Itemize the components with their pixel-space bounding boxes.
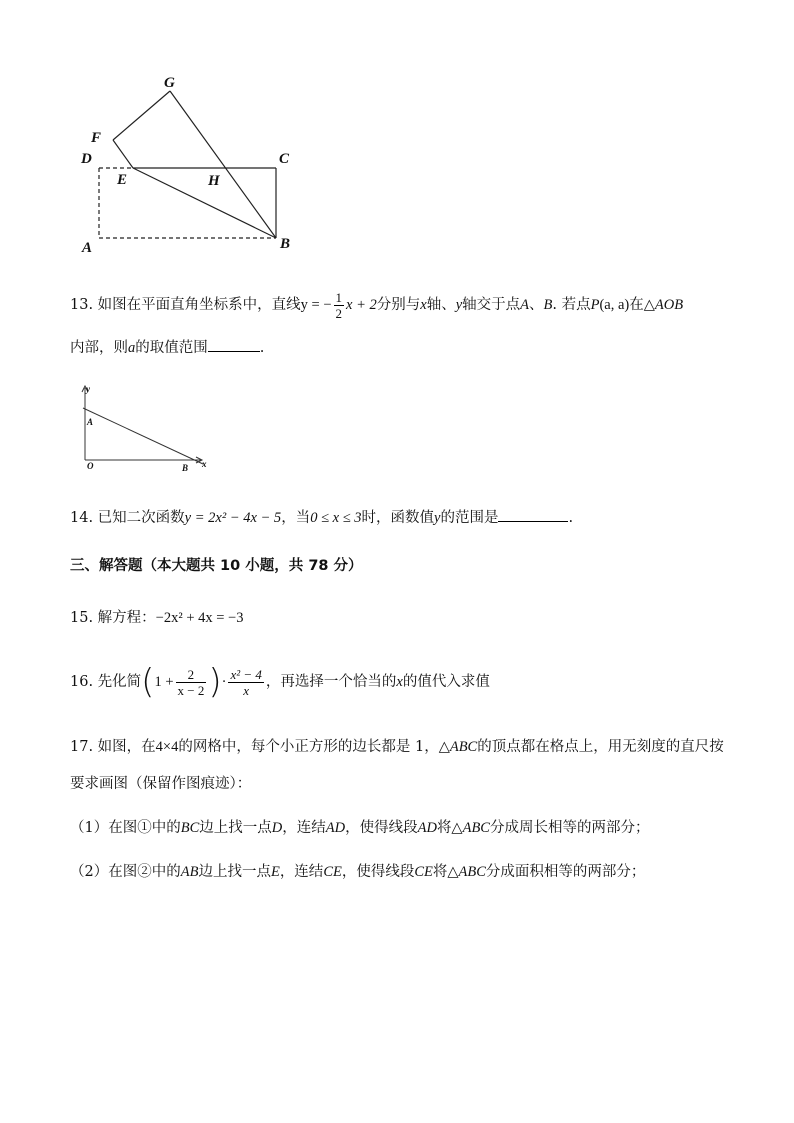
q13-eq-lhs: y = − [300,297,332,313]
q13-text-a: 如图在平面直角坐标系中，直线 [97,297,301,313]
q17-p2-d: ，使得线段 [341,864,415,880]
q13-a: a [128,340,136,356]
q14-text-b: ，当 [281,510,311,526]
q16-text-b: ，再选择一个恰当的 [265,674,397,690]
q13-line2-b: 的取值范围 [135,340,208,356]
q14-end: . [568,510,574,526]
q16-text-c: 的值代入求值 [402,674,490,690]
q17-ABC: ABC [449,739,478,755]
q17-p1-d: ，使得线段 [345,820,418,836]
q17-p2-AB: AB [180,864,199,880]
q16-f2-den: x [243,682,250,698]
q16-line [70,660,490,704]
q17-p2-b: 边上找一点 [198,864,271,880]
q14-range: 0 ≤ x ≤ 3 [310,510,362,526]
segment-EB [133,168,276,238]
q13-text-c: 轴、 [426,297,456,313]
q16-fraction-1 [176,667,207,698]
q17-p1-a: （1）在图①中的 [70,820,181,836]
q13-point-A: A [520,297,529,313]
line-AB [83,408,203,464]
q17-line1-a: 如图，在 [97,739,156,755]
q14-line [70,507,573,528]
q17-part2 [70,862,645,882]
q17-line1 [70,737,724,757]
label-E: E [117,172,128,188]
q13-y: y [455,297,463,313]
q15-line [70,608,243,628]
q17-p1-BC: BC [180,820,200,836]
q16-left-paren: ( [141,662,155,702]
q15-equation: −2x² + 4x = −3 [155,610,244,626]
q17-p2-c: ，连结 [279,864,324,880]
q14-y: y [434,510,441,526]
q17-p2-ABC: ABC [458,864,486,880]
q15-number: 15. [70,610,94,626]
coordinate-figure [75,380,220,475]
q16-dot: · [221,674,227,690]
q13-triangle-AOB: AOB [654,297,684,313]
label-A: A [82,240,93,256]
q16-f1-den: x − 2 [177,682,205,698]
label-A-axis: A [87,417,94,427]
q17-p1-AD2: AD [417,820,437,836]
segment-FG [113,91,170,140]
q17-p1-b: 边上找一点 [199,820,272,836]
q17-p2-e: 将△ [432,864,459,880]
label-x: x [202,459,207,469]
label-B-axis: B [182,463,189,473]
q13-line1 [70,288,683,322]
label-D: D [81,151,92,167]
q13-eq-rhs: x + 2 [346,297,377,313]
q13-end: . [259,340,265,356]
q13-text-b: 分别与 [376,297,421,313]
q17-line2: 要求画图（保留作图痕迹）： [70,776,252,792]
q14-text-d: 的范围是 [440,510,499,526]
q14-text-a: 已知二次函数 [97,510,185,526]
q17-p2-E: E [270,864,280,880]
q13-text-f: 在△ [629,297,655,313]
q13-point-B: B [543,297,553,313]
q13-line2-a: 内部，则 [70,340,128,356]
q13-frac-num: 1 [335,289,343,305]
q16-f2-num: x² − 4 [230,666,262,682]
segment-GB [170,91,276,238]
q14-text-c: 时，函数值 [361,510,435,526]
q17-p1-D: D [271,820,283,836]
q14-number: 14. [70,510,94,526]
q13-text-d: 轴交于点 [462,297,521,313]
label-y: y [86,384,90,394]
q16-fraction-2 [228,667,263,698]
q17-p1-f: 分成周长相等的两部分； [489,820,650,836]
label-G: G [164,75,175,91]
q13-text-e: . 若点 [552,297,591,313]
q13-number: 13. [70,297,94,313]
q16-right-paren: ) [208,662,222,702]
q13-answer-blank[interactable] [208,337,260,352]
q17-grid: 4×4 [155,739,179,755]
q17-p1-AD: AD [325,820,346,836]
q16-x: x [396,674,403,690]
q17-line1-b: 的网格中，每个小正方形的边长都是 1，△ [178,739,450,755]
section-heading: 三、解答题（本大题共 10 小题，共 78 分） [70,558,363,574]
q13-point-P: P [590,297,600,313]
q17-part1 [70,818,649,838]
q13-sep: 、 [529,297,544,313]
q17-number: 17. [70,739,94,755]
q17-p2-CE: CE [323,864,342,880]
label-F: F [91,130,102,146]
q17-line1-c: 的顶点都在格点上，用无刻度的直尺按 [477,739,724,755]
q13-p-coords: (a, a) [599,297,630,313]
q16-one-plus: 1 + [154,674,174,690]
q13-fraction [334,290,345,321]
label-H: H [208,173,220,189]
q17-p2-a: （2）在图②中的 [70,864,181,880]
q17-p2-CE2: CE [414,864,433,880]
q17-p1-e: 将△ [436,820,463,836]
q17-p2-f: 分成面积相等的两部分； [485,864,646,880]
q13-x: x [420,297,427,313]
q17-p1-ABC: ABC [462,820,490,836]
q13-line2 [70,337,264,358]
q16-text-a: 先化简 [97,674,142,690]
q13-frac-den: 2 [335,305,343,321]
label-O: O [87,461,94,471]
q16-f1-num: 2 [176,667,207,683]
q14-func: y = 2x² − 4x − 5 [184,510,282,526]
geometry-figure-fold [70,65,310,260]
q16-number: 16. [70,674,94,690]
segment-EF [113,140,133,168]
q15-text: 解方程： [97,610,156,626]
q14-answer-blank[interactable] [498,507,568,522]
q17-p1-c: ，连结 [282,820,326,836]
label-C: C [279,151,290,167]
label-B: B [280,236,291,252]
